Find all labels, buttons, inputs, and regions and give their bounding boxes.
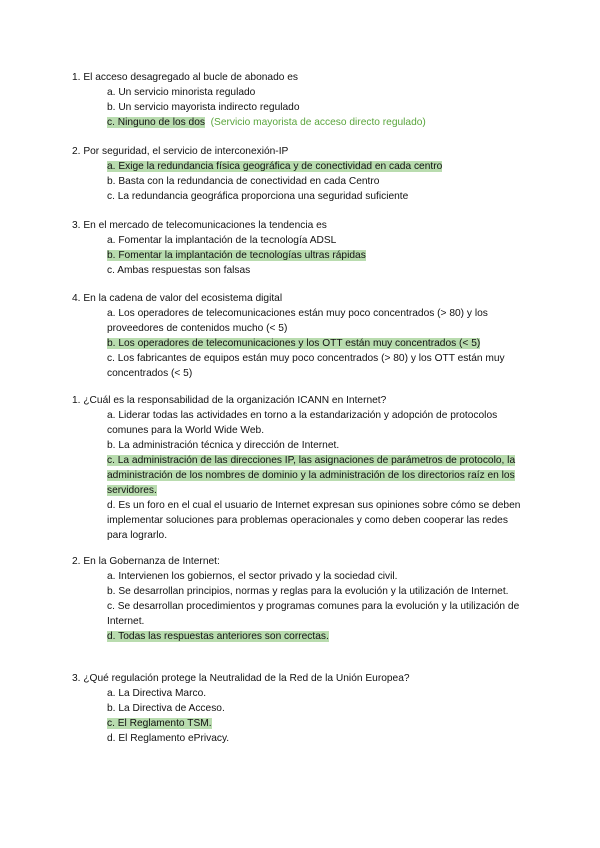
answer-option-correct bbox=[107, 716, 527, 731]
answer-note: (Servicio mayorista de acceso directo regulado) bbox=[210, 117, 426, 128]
option-text: d. Es un foro en el cual el usuario de Internet expresan sus opiniones sobre cómo se deben implementar soluciones para problemas operacionales y como deben cooperar las redes para lograrlo. bbox=[107, 500, 521, 541]
option-text: b. La Directiva de Acceso. bbox=[107, 703, 225, 714]
option-text: c. Ambas respuestas son falsas bbox=[107, 265, 251, 276]
option-text-highlighted: a. Exige la redundancia física geográfica y de conectividad en cada centro bbox=[107, 161, 443, 172]
question-block bbox=[72, 70, 532, 130]
option-text: a. Liderar todas las actividades en torno a la estandarización y adopción de protocolos comunes para la World Wide Web. bbox=[107, 410, 498, 436]
answer-option-correct bbox=[107, 453, 527, 498]
answer-option-correct bbox=[107, 159, 527, 174]
answer-option bbox=[107, 351, 527, 381]
option-text: c. La redundancia geográfica proporciona una seguridad suficiente bbox=[107, 191, 409, 202]
answer-option-correct bbox=[107, 115, 527, 130]
question-stem: 3. ¿Qué regulación protege la Neutralidad de la Red de la Unión Europea? bbox=[72, 673, 410, 684]
option-text-highlighted: b. Los operadores de telecomunicaciones y los OTT están muy concentrados (< 5) bbox=[107, 338, 481, 349]
question-block bbox=[72, 144, 532, 204]
option-list bbox=[107, 159, 527, 204]
answer-option-correct bbox=[107, 336, 527, 351]
question-stem: 2. Por seguridad, el servicio de interconexión-IP bbox=[72, 146, 289, 157]
option-list bbox=[107, 306, 527, 381]
question-block bbox=[72, 291, 532, 381]
option-list bbox=[107, 233, 527, 278]
option-text-highlighted: b. Fomentar la implantación de tecnologías ultras rápidas bbox=[107, 250, 366, 261]
question-block bbox=[72, 671, 532, 746]
option-text: b. Un servicio mayorista indirecto regulado bbox=[107, 102, 300, 113]
answer-option bbox=[107, 233, 527, 248]
answer-option bbox=[107, 306, 527, 336]
answer-option bbox=[107, 686, 527, 701]
option-text-highlighted: c. La administración de las direcciones IP, las asignaciones de parámetros de protocolo, la administración de los nombres de dominio y la administración de los directorios raíz en los servidores. bbox=[107, 455, 516, 496]
option-text: c. Se desarrollan procedimientos y programas comunes para la evolución y la utilización de Internet. bbox=[107, 601, 520, 627]
answer-option bbox=[107, 731, 527, 746]
option-text: a. Intervienen los gobiernos, el sector privado y la sociedad civil. bbox=[107, 571, 398, 582]
option-text-highlighted: d. Todas las respuestas anteriores son correctas. bbox=[107, 631, 329, 642]
answer-option-correct bbox=[107, 629, 527, 644]
question-stem: 4. En la cadena de valor del ecosistema digital bbox=[72, 293, 283, 304]
answer-option bbox=[107, 174, 527, 189]
answer-option bbox=[107, 189, 527, 204]
option-text: a. Los operadores de telecomunicaciones están muy poco concentrados (> 80) y los proveedores de contenidos mucho (< 5) bbox=[107, 308, 488, 334]
question-block bbox=[72, 218, 532, 278]
question-stem: 3. En el mercado de telecomunicaciones la tendencia es bbox=[72, 220, 327, 231]
question-stem: 1. El acceso desagregado al bucle de abonado es bbox=[72, 72, 298, 83]
option-text: b. La administración técnica y dirección de Internet. bbox=[107, 440, 340, 451]
option-text: d. El Reglamento ePrivacy. bbox=[107, 733, 230, 744]
answer-option-correct bbox=[107, 248, 527, 263]
option-list bbox=[107, 686, 527, 746]
option-list bbox=[107, 569, 527, 644]
option-text-highlighted: c. Ninguno de los dos bbox=[107, 117, 205, 128]
answer-option bbox=[107, 85, 527, 100]
question-block bbox=[72, 393, 532, 543]
answer-option bbox=[107, 569, 527, 584]
answer-option bbox=[107, 408, 527, 438]
option-text: a. Un servicio minorista regulado bbox=[107, 87, 256, 98]
option-list bbox=[107, 85, 527, 130]
answer-option bbox=[107, 701, 527, 716]
answer-option bbox=[107, 100, 527, 115]
answer-option bbox=[107, 263, 527, 278]
answer-option bbox=[107, 584, 527, 599]
question-stem: 2. En la Gobernanza de Internet: bbox=[72, 556, 220, 567]
question-block bbox=[72, 554, 532, 644]
option-text-highlighted: c. El Reglamento TSM. bbox=[107, 718, 212, 729]
answer-option bbox=[107, 438, 527, 453]
option-text: a. Fomentar la implantación de la tecnología ADSL bbox=[107, 235, 337, 246]
option-text: a. La Directiva Marco. bbox=[107, 688, 207, 699]
option-text: b. Se desarrollan principios, normas y reglas para la evolución y la utilización de Internet. bbox=[107, 586, 509, 597]
option-text: b. Basta con la redundancia de conectividad en cada Centro bbox=[107, 176, 380, 187]
option-list bbox=[107, 408, 527, 543]
option-text: c. Los fabricantes de equipos están muy poco concentrados (> 80) y los OTT están muy concentrados (< 5) bbox=[107, 353, 505, 379]
question-stem: 1. ¿Cuál es la responsabilidad de la organización ICANN en Internet? bbox=[72, 395, 387, 406]
answer-option bbox=[107, 498, 527, 543]
answer-option bbox=[107, 599, 527, 629]
